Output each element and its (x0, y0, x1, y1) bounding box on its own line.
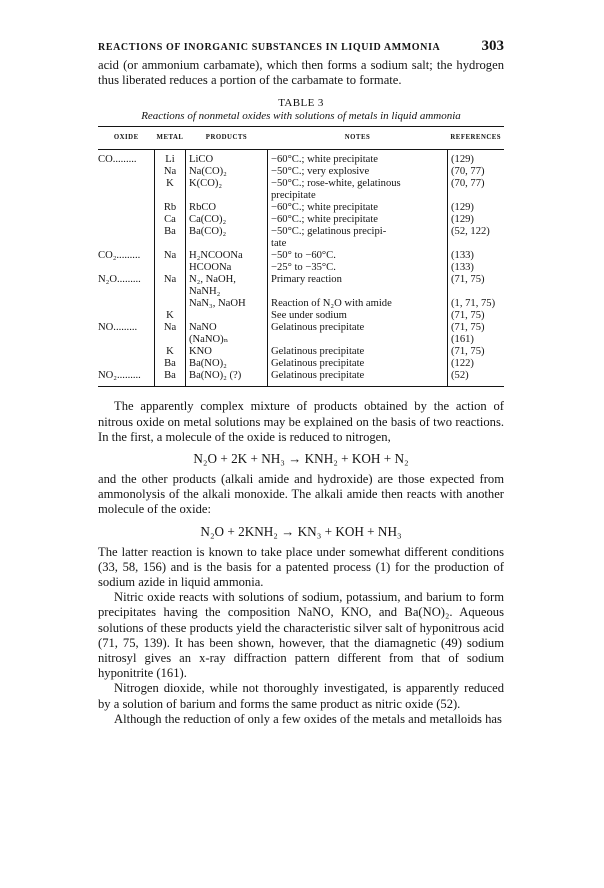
table-row (98, 310, 504, 322)
cell-oxide (98, 358, 155, 370)
cell-notes: Reaction of N₂O with amide (268, 298, 448, 310)
cell-oxide (98, 310, 155, 322)
table-row (98, 226, 504, 238)
cell-references: (133) (448, 250, 505, 262)
cell-references: (71, 75) (448, 322, 505, 334)
cell-metal: Na (155, 274, 186, 298)
cell-oxide: CO......... (98, 154, 137, 166)
cell-metal: Na (155, 322, 186, 334)
cell-metal: K (155, 346, 186, 358)
cell-products: K(CO)₂ (186, 178, 268, 190)
cell-products: N₂, NaOH, NaNH₂ (186, 274, 268, 298)
table-body (98, 150, 504, 387)
cell-notes: Gelatinous precipitate (268, 346, 448, 358)
body-paragraph-6: Although the reduction of only a few oxides of the metals and metalloids has (114, 711, 502, 726)
cell-products: Na(CO)₂ (186, 166, 268, 178)
cell-oxide (98, 298, 155, 310)
cell-metal (155, 334, 186, 346)
cell-products: Ca(CO)₂ (186, 214, 268, 226)
table-row (98, 298, 504, 310)
table-title: TABLE 3 (278, 97, 324, 110)
cell-references (448, 238, 505, 250)
table-caption: Reactions of nonmetal oxides with solutions of metals in liquid ammonia (141, 110, 461, 123)
cell-metal (155, 262, 186, 274)
cell-references: (133) (448, 262, 505, 274)
cell-notes: −50°C.; rose-white, gelatinous (268, 178, 448, 190)
table-header (98, 127, 504, 150)
cell-metal: Ba (155, 370, 186, 387)
column-header-oxide: OXIDE (98, 127, 155, 150)
cell-products: HCOONa (186, 262, 268, 274)
table-row (98, 334, 504, 346)
cell-references: (1, 71, 75) (448, 298, 505, 310)
cell-metal (155, 190, 186, 202)
cell-notes: −50° to −60°C. (268, 250, 448, 262)
cell-oxide (98, 238, 155, 250)
cell-oxide (98, 166, 155, 178)
column-header-products: PRODUCTS (186, 127, 268, 150)
cell-references (448, 190, 505, 202)
running-head (98, 38, 504, 58)
cell-notes: Gelatinous precipitate (268, 358, 448, 370)
table-row (98, 358, 504, 370)
cell-notes: −25° to −35°C. (268, 262, 448, 274)
table-row (98, 150, 504, 167)
table-row (98, 322, 504, 334)
cell-references: (71, 75) (448, 346, 505, 358)
table-row (98, 190, 504, 202)
body-paragraph-4: Nitric oxide reacts with solutions of sodium, potassium, and barium to form precipitates having the composition NaNO, KNO, and Ba(NO)₂. Aqueous solutions of these products yield the characteristic silver salt of hyponitrous acid (71, 75, 139). It has been shown, however, that the diamagnetic (49) sodium nitrosyl gives an x-ray diffraction pattern different from that of sodium hyponitrite (161). (98, 590, 504, 681)
cell-notes (268, 334, 448, 346)
cell-notes: −60°C.; white precipitate (268, 202, 448, 214)
cell-oxide: CO₂......... (98, 250, 141, 262)
cell-notes: See under sodium (268, 310, 448, 322)
cell-notes: −50°C.; gelatinous precipi- (268, 226, 448, 238)
equation-1: N₂O + 2K + NH₃ → KNH₂ + KOH + N₂ (193, 451, 409, 467)
cell-oxide: NO₂......... (98, 370, 141, 382)
table-row (98, 238, 504, 250)
cell-metal (155, 298, 186, 310)
cell-metal (155, 238, 186, 250)
cell-products: Ba(NO)₂ (186, 358, 268, 370)
cell-oxide (98, 262, 155, 274)
cell-products: NaNO (186, 322, 268, 334)
cell-products: KNO (186, 346, 268, 358)
table-row (98, 178, 504, 190)
cell-metal: Li (155, 150, 186, 167)
page (98, 38, 504, 727)
cell-products: Ba(NO)₂ (?) (186, 370, 268, 387)
table-row (98, 274, 504, 298)
cell-metal: Ba (155, 226, 186, 238)
cell-oxide (98, 334, 155, 346)
cell-references: (52) (448, 370, 505, 387)
body-paragraph-1: The apparently complex mixture of products obtained by the action of nitrous oxide on metal solutions may be explained on the basis of two reactions. In the first, a molecule of the oxide is reduced to nitrogen, (98, 399, 504, 444)
table-row (98, 370, 504, 387)
intro-paragraph: acid (or ammonium carbamate), which then forms a sodium salt; the hydrogen thus liberated reduces a portion of the carbamate to formate. (98, 58, 504, 88)
cell-notes: −60°C.; white precipitate (268, 150, 448, 167)
running-title: REACTIONS OF INORGANIC SUBSTANCES IN LIQUID AMMONIA (98, 42, 441, 53)
cell-metal: K (155, 310, 186, 322)
cell-metal: Na (155, 250, 186, 262)
cell-references: (71, 75) (448, 310, 505, 322)
page-number: 303 (481, 38, 504, 54)
body-paragraph-3: The latter reaction is known to take place under somewhat different conditions (33, 58, 156) and is the basis for a patented process (1) for the production of sodium azide in liquid ammonia. (98, 544, 504, 590)
cell-notes: Gelatinous precipitate (268, 322, 448, 334)
cell-products (186, 190, 268, 202)
cell-oxide: N₂O......... (98, 274, 141, 286)
cell-references: (129) (448, 202, 505, 214)
table-row (98, 166, 504, 178)
column-header-metal: METAL (155, 127, 186, 150)
cell-oxide (98, 346, 155, 358)
body-paragraph-5: Nitrogen dioxide, while not thoroughly investigated, is apparently reduced by a solution of barium and forms the same product as nitric oxide (52). (98, 681, 504, 711)
cell-products (186, 238, 268, 250)
cell-references: (129) (448, 150, 505, 167)
table-row (98, 346, 504, 358)
cell-metal: Ba (155, 358, 186, 370)
cell-oxide (98, 178, 155, 190)
cell-references: (129) (448, 214, 505, 226)
cell-products (186, 310, 268, 322)
body-paragraph-2: and the other products (alkali amide and hydroxide) are those expected from ammonolysis of the alkali monoxide. The alkali amide then reacts with another molecule of the oxide: (98, 472, 504, 517)
cell-metal: Rb (155, 202, 186, 214)
cell-products: RbCO (186, 202, 268, 214)
cell-oxide (98, 214, 155, 226)
cell-products: LiCO (186, 150, 268, 167)
cell-notes: −50°C.; very explosive (268, 166, 448, 178)
cell-references: (52, 122) (448, 226, 505, 238)
cell-oxide (98, 190, 155, 202)
cell-products: Ba(CO)₂ (186, 226, 268, 238)
cell-metal: Na (155, 166, 186, 178)
equation-2: N₂O + 2KNH₂ → KN₃ + KOH + NH₃ (200, 523, 402, 539)
cell-products: NaN₃, NaOH (186, 298, 268, 310)
cell-notes: Gelatinous precipitate (268, 370, 448, 387)
cell-oxide: NO......... (98, 322, 138, 334)
table-row (98, 214, 504, 226)
cell-notes: Primary reaction (268, 274, 448, 298)
cell-products: (NaNO)ₙ (186, 334, 268, 346)
column-header-references: REFERENCES (448, 127, 505, 150)
reactions-table (98, 126, 504, 387)
cell-notes: −60°C.; white precipitate (268, 214, 448, 226)
cell-references: (161) (448, 334, 505, 346)
cell-oxide (98, 226, 155, 238)
cell-metal: Ca (155, 214, 186, 226)
cell-oxide (98, 202, 155, 214)
column-header-notes: NOTES (268, 127, 448, 150)
cell-references: (71, 75) (448, 274, 505, 298)
table-row (98, 250, 504, 262)
cell-references: (70, 77) (448, 178, 505, 190)
cell-notes: tate (268, 238, 448, 250)
cell-products: H₂NCOONa (186, 250, 268, 262)
cell-metal: K (155, 178, 186, 190)
cell-references: (70, 77) (448, 166, 505, 178)
cell-references: (122) (448, 358, 505, 370)
table-row (98, 202, 504, 214)
table-row (98, 262, 504, 274)
cell-notes: precipitate (268, 190, 448, 202)
